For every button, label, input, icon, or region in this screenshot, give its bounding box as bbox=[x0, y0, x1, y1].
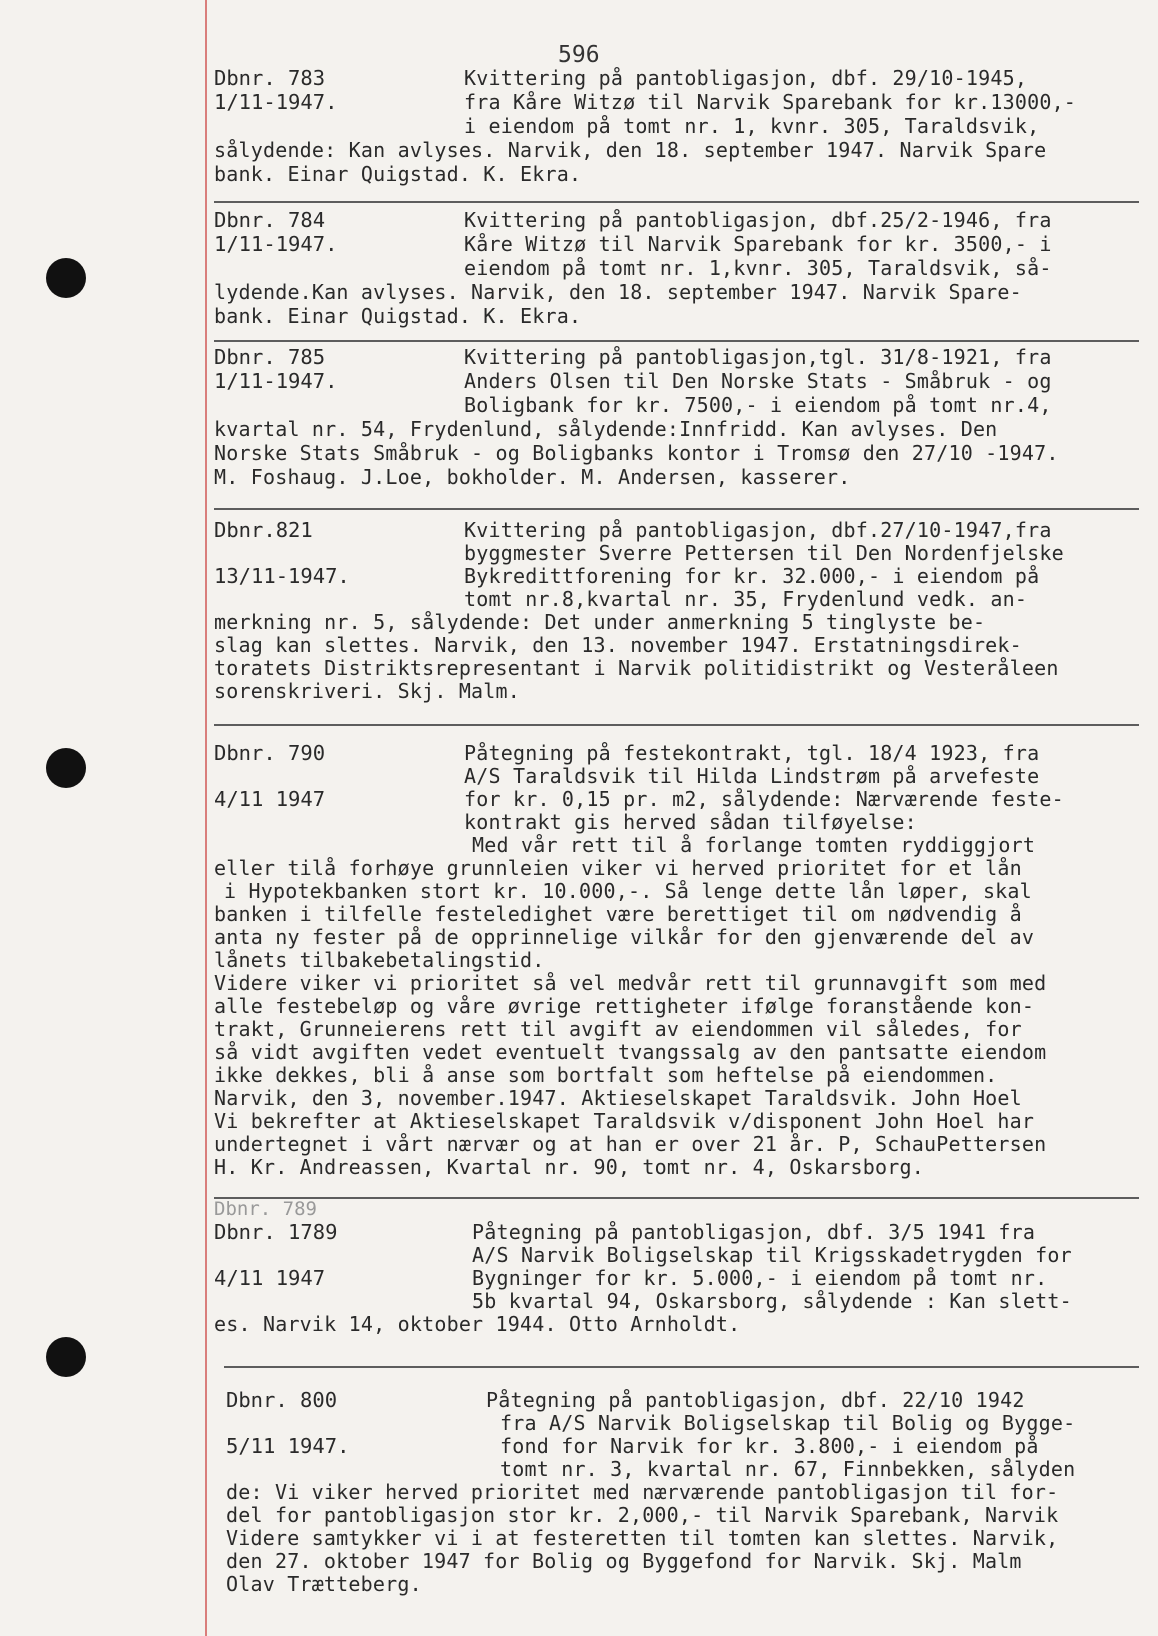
entry-text-line: den 27. oktober 1947 for Bolig og Byggefond for Narvik. Skj. Malm bbox=[226, 1549, 1022, 1573]
entry-date: 1/11-1947. bbox=[214, 90, 338, 114]
entry-separator bbox=[214, 1197, 1139, 1199]
entry-text-line: bank. Einar Quigstad. K. Ekra. bbox=[214, 162, 582, 186]
entry-text-line: merkning nr. 5, sålydende: Det under anmerkning 5 tinglyste be- bbox=[214, 610, 986, 634]
entry-date: 13/11-1947. bbox=[214, 564, 350, 588]
entry-date: 4/11 1947 bbox=[214, 787, 326, 811]
entry-date: 1/11-1947. bbox=[214, 232, 338, 256]
entry-text-line: toratets Distriktsrepresentant i Narvik politidistrikt og Vesteråleen bbox=[214, 656, 1059, 680]
entry-text-line: A/S Narvik Boligselskap til Krigsskadetrygden for bbox=[472, 1243, 1072, 1267]
entry-text-line: fra A/S Narvik Boligselskap til Bolig og Bygge- bbox=[500, 1411, 1076, 1435]
entry-text-line: H. Kr. Andreassen, Kvartal nr. 90, tomt nr. 4, Oskarsborg. bbox=[214, 1155, 924, 1179]
entry-text-line: fond for Narvik for kr. 3.800,- i eiendom på bbox=[500, 1434, 1039, 1458]
entry-date: 5/11 1947. bbox=[226, 1434, 350, 1458]
entry-text-line: Boligbank for kr. 7500,- i eiendom på tomt nr.4, bbox=[464, 393, 1052, 417]
entry-text-line: del for pantobligasjon stor kr. 2,000,- til Narvik Sparebank, Narvik bbox=[226, 1503, 1059, 1527]
entry-text-line: sorenskriveri. Skj. Malm. bbox=[214, 679, 521, 703]
entry-text-line: undertegnet i vårt nærvær og at han er over 21 år. P, SchauPettersen bbox=[214, 1132, 1047, 1156]
entry-text-line: Med vår rett til å forlange tomten ryddiggjort bbox=[472, 833, 1036, 857]
entry-text-line: Kvittering på pantobligasjon, dbf.25/2-1946, fra bbox=[464, 208, 1052, 232]
entry-text-line: Kvittering på pantobligasjon, dbf.27/10-1947,fra bbox=[464, 518, 1052, 542]
entry-number: Dbnr. 790 bbox=[214, 741, 326, 765]
entry-text-line: es. Narvik 14, oktober 1944. Otto Arnholdt. bbox=[214, 1312, 741, 1336]
entry-text-line: A/S Taraldsvik til Hilda Lindstrøm på arvefeste bbox=[464, 764, 1040, 788]
entry-text-line: alle festebeløp og våre øvrige rettigheter ifølge foranstående kon- bbox=[214, 994, 1035, 1018]
entry-date: 4/11 1947 bbox=[214, 1266, 326, 1290]
entry-number: Dbnr. 783 bbox=[214, 66, 326, 90]
entry-text-line: Narvik, den 3, november.1947. Aktieselskapet Taraldsvik. John Hoel bbox=[214, 1086, 1022, 1110]
entry-separator bbox=[214, 340, 1139, 342]
entry-text-line: byggmester Sverre Pettersen til Den Nordenfjelske bbox=[464, 541, 1064, 565]
entry-text-line: Bykredittforening for kr. 32.000,- i eiendom på bbox=[464, 564, 1040, 588]
entry-text-line: for kr. 0,15 pr. m2, sålydende: Nærværende feste- bbox=[464, 787, 1064, 811]
margin-rule bbox=[205, 0, 207, 1636]
entry-text-line: Videre viker vi prioritet så vel medvår rett til grunnavgift som med bbox=[214, 971, 1047, 995]
entry-text-line: tomt nr. 3, kvartal nr. 67, Finnbekken, sålyden bbox=[500, 1457, 1076, 1481]
entry-text-line: Norske Stats Småbruk - og Boligbanks kontor i Tromsø den 27/10 -1947. bbox=[214, 441, 1059, 465]
entry-text-line: slag kan slettes. Narvik, den 13. november 1947. Erstatningsdirek- bbox=[214, 633, 1022, 657]
entry-text-line: lydende.Kan avlyses. Narvik, den 18. september 1947. Narvik Spare- bbox=[214, 280, 1022, 304]
entry-text-line: tomt nr.8,kvartal nr. 35, Frydenlund vedk. an- bbox=[464, 587, 1028, 611]
entry-text-line: trakt, Grunneierens rett til avgift av eiendommen vil således, for bbox=[214, 1017, 1022, 1041]
entry-separator bbox=[224, 1366, 1139, 1368]
entry-number: Dbnr. 1789 bbox=[214, 1220, 338, 1244]
entry-text-line: anta ny fester på de opprinnelige vilkår for den gjenværende del av bbox=[214, 925, 1035, 949]
entry-text-line: eiendom på tomt nr. 1,kvnr. 305, Taraldsvik, så- bbox=[464, 256, 1052, 280]
entry-text-line: de: Vi viker herved prioritet med nærværende pantobligasjon til for- bbox=[226, 1480, 1059, 1504]
entry-text-line: i eiendom på tomt nr. 1, kvnr. 305, Taraldsvik, bbox=[464, 114, 1040, 138]
entry-date: 1/11-1947. bbox=[214, 369, 338, 393]
entry-text-line: sålydende: Kan avlyses. Narvik, den 18. september 1947. Narvik Spare bbox=[214, 138, 1047, 162]
entry-text-line: eller tilå forhøye grunnleien viker vi herved prioritet for et lån bbox=[214, 856, 1022, 880]
entry-text-line: Bygninger for kr. 5.000,- i eiendom på tomt nr. bbox=[472, 1266, 1048, 1290]
entry-text-line: Videre samtykker vi i at festeretten til tomten kan slettes. Narvik, bbox=[226, 1526, 1059, 1550]
entry-text-line: Påtegning på festekontrakt, tgl. 18/4 1923, fra bbox=[464, 741, 1040, 765]
entry-number: Dbnr.821 bbox=[214, 518, 313, 542]
punch-hole bbox=[46, 748, 86, 788]
entry-text-line: Kvittering på pantobligasjon, dbf. 29/10-1945, bbox=[464, 66, 1028, 90]
entry-text-line: M. Foshaug. J.Loe, bokholder. M. Andersen, kasserer. bbox=[214, 465, 851, 489]
entry-number: Dbnr. 784 bbox=[214, 208, 326, 232]
page-number: 596 bbox=[558, 42, 600, 68]
entry-text-line: lånets tilbakebetalingstid. bbox=[214, 948, 545, 972]
entry-text-line: 5b kvartal 94, Oskarsborg, sålydende : Kan slett- bbox=[472, 1289, 1072, 1313]
entry-number-faint: Dbnr. 789 bbox=[214, 1198, 317, 1220]
entry-text-line: Olav Trætteberg. bbox=[226, 1572, 422, 1596]
entry-text-line: så vidt avgiften vedet eventuelt tvangssalg av den pantsatte eiendom bbox=[214, 1040, 1047, 1064]
punch-hole bbox=[46, 1337, 86, 1377]
entry-text-line: Anders Olsen til Den Norske Stats - Småbruk - og bbox=[464, 369, 1052, 393]
entry-separator bbox=[214, 201, 1139, 203]
entry-text-line: banken i tilfelle festeledighet være berettiget til om nødvendig å bbox=[214, 902, 1022, 926]
punch-hole bbox=[46, 258, 86, 298]
entry-text-line: kontrakt gis herved sådan tilføyelse: bbox=[464, 810, 917, 834]
entry-text-line: kvartal nr. 54, Frydenlund, sålydende:Innfridd. Kan avlyses. Den bbox=[214, 417, 998, 441]
entry-separator bbox=[214, 724, 1139, 726]
entry-separator bbox=[214, 508, 1139, 510]
entry-text-line: Kåre Witzø til Narvik Sparebank for kr. 3500,- i bbox=[464, 232, 1052, 256]
entry-number: Dbnr. 785 bbox=[214, 345, 326, 369]
entry-text-line: i Hypotekbanken stort kr. 10.000,-. Så lenge dette lån løper, skal bbox=[224, 879, 1032, 903]
entry-text-line: Vi bekrefter at Aktieselskapet Taraldsvik v/disponent John Hoel har bbox=[214, 1109, 1035, 1133]
entry-text-line: Påtegning på pantobligasjon, dbf. 3/5 1941 fra bbox=[472, 1220, 1036, 1244]
entry-text-line: Kvittering på pantobligasjon,tgl. 31/8-1921, fra bbox=[464, 345, 1052, 369]
entry-number: Dbnr. 800 bbox=[226, 1388, 338, 1412]
entry-text-line: bank. Einar Quigstad. K. Ekra. bbox=[214, 304, 582, 328]
entry-text-line: Påtegning på pantobligasjon, dbf. 22/10 1942 bbox=[486, 1388, 1025, 1412]
entry-text-line: fra Kåre Witzø til Narvik Sparebank for kr.13000,- bbox=[464, 90, 1077, 114]
entry-text-line: ikke dekkes, bli å anse som bortfalt som heftelse på eiendommen. bbox=[214, 1063, 998, 1087]
